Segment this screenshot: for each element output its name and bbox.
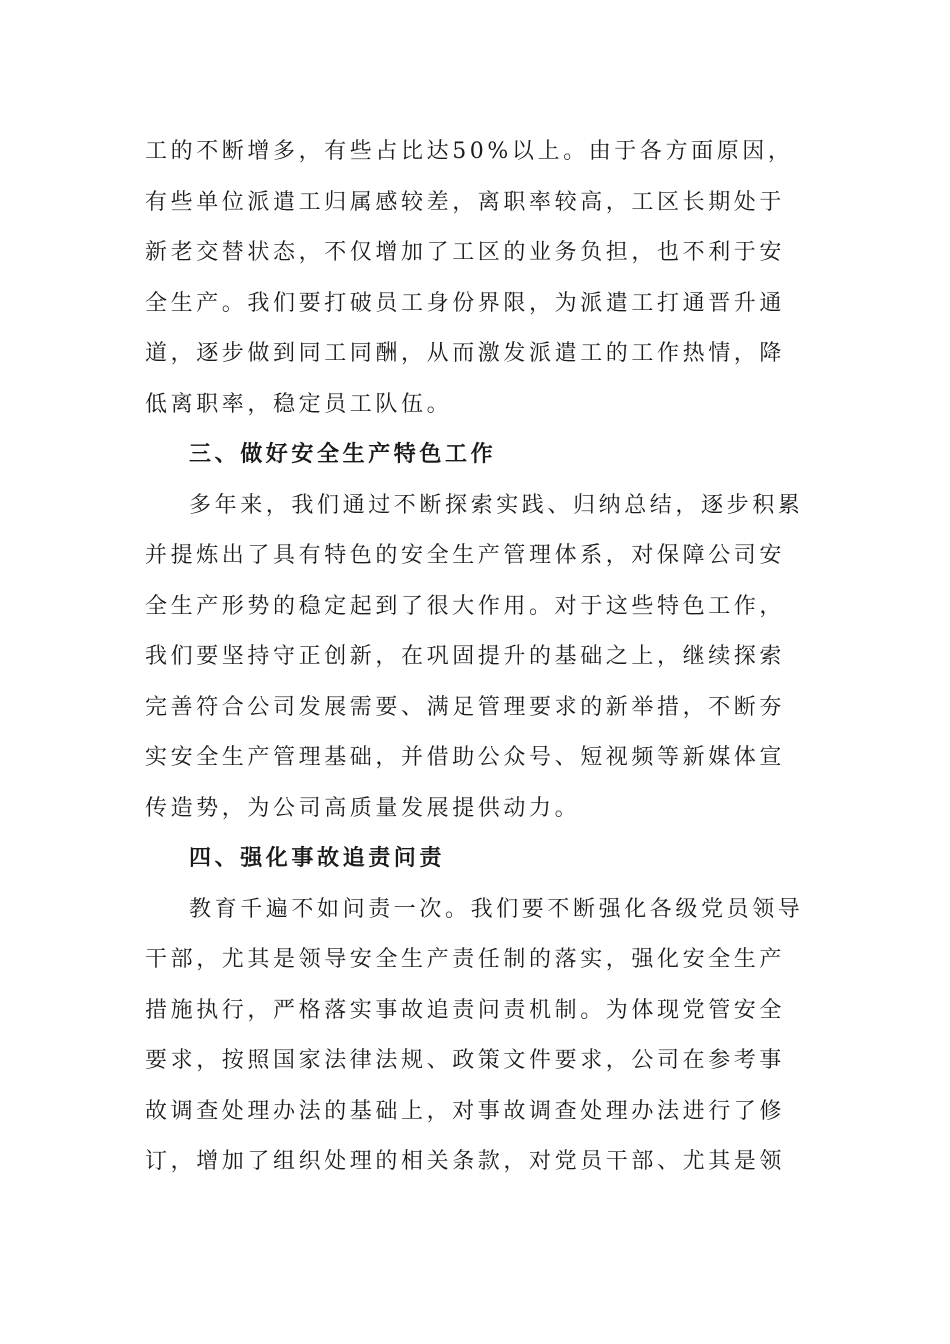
text-line: 全生产形势的稳定起到了很大作用。对于这些特色工作，	[145, 593, 786, 619]
text-line: 全生产。我们要打破员工身份界限，为派遣工打通晋升通	[145, 290, 786, 316]
text-line: 订，增加了组织处理的相关条款，对党员干部、尤其是领	[145, 1149, 786, 1174]
document-body	[145, 127, 815, 1188]
text-line: 道，逐步做到同工同酬，从而激发派遣工的工作热情，降	[145, 341, 786, 366]
text-line: 多年来，我们通过不断探索实践、归纳总结，逐步积累	[189, 492, 804, 518]
section-heading-4: 四、强化事故追责问责	[189, 846, 446, 871]
text-line: 措施执行，严格落实事故追责问责机制。为体现党管安全	[145, 997, 786, 1023]
text-line: 有些单位派遣工归属感较差，离职率较高，工区长期处于	[145, 189, 786, 215]
text-line: 并提炼出了具有特色的安全生产管理体系，对保障公司安	[145, 543, 786, 568]
text-line: 故调查处理办法的基础上，对事故调查处理办法进行了修	[145, 1098, 786, 1124]
text-line: 低离职率，稳定员工队伍。	[145, 391, 453, 417]
paragraph-special-work	[145, 481, 815, 835]
paragraph-accountability	[145, 885, 815, 1188]
text-line: 干部，尤其是领导安全生产责任制的落实，强化安全生产	[145, 947, 786, 972]
text-line: 传造势，为公司高质量发展提供动力。	[145, 795, 581, 821]
text-line: 完善符合公司发展需要、满足管理要求的新举措，不断夯	[145, 694, 786, 720]
text-line: 工的不断增多，有些占比达50%以上。由于各方面原因，	[145, 139, 794, 164]
text-line: 新老交替状态，不仅增加了工区的业务负担，也不利于安	[145, 240, 786, 265]
text-line: 教育千遍不如问责一次。我们要不断强化各级党员领导	[189, 896, 804, 922]
paragraph-continuation	[145, 127, 815, 430]
text-line: 我们要坚持守正创新，在巩固提升的基础之上，继续探索	[145, 644, 786, 669]
text-line: 实安全生产管理基础，并借助公众号、短视频等新媒体宣	[145, 745, 786, 770]
section-heading-3: 三、做好安全生产特色工作	[189, 442, 497, 467]
text-line: 要求，按照国家法律法规、政策文件要求，公司在参考事	[145, 1048, 786, 1073]
